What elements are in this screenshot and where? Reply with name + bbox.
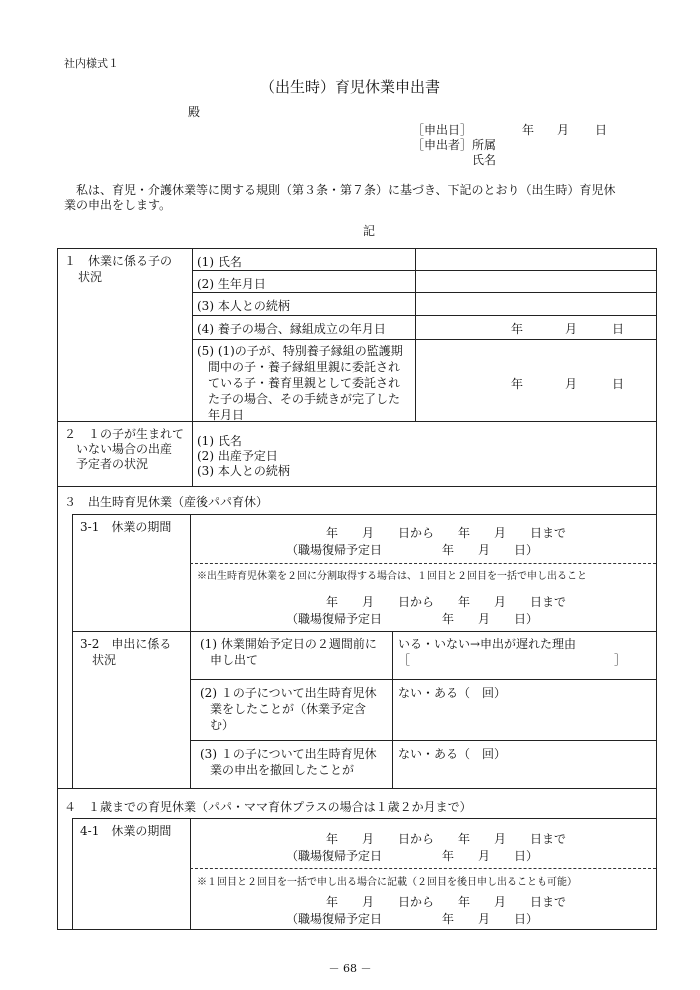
s3-period2-line2: （職場復帰予定日 年 月 日） bbox=[286, 612, 539, 626]
s1-r5-year: 年 bbox=[511, 377, 524, 391]
s4-head: ４ １歳までの育児休業（パパ・ママ育休プラスの場合は１歳２か月まで） bbox=[64, 800, 472, 814]
s4-period2-line1: 年 月 日から 年 月 日まで bbox=[326, 895, 567, 909]
s4-period1-line1: 年 月 日から 年 月 日まで bbox=[326, 832, 567, 846]
addressee: 殿 bbox=[188, 105, 201, 119]
s2-item-due-date: (2) 出産予定日 bbox=[197, 449, 278, 463]
s3-q2-l3: む） bbox=[210, 718, 235, 732]
page-title: （出生時）育児休業申出書 bbox=[259, 78, 440, 96]
s3-a2: ない・ある（ 回） bbox=[398, 686, 507, 700]
name-label: 氏名 bbox=[472, 153, 497, 167]
s3-status-label-l1: 3-2 申出に係る bbox=[80, 637, 172, 651]
s3-a1-reason-box: ［ ］ bbox=[398, 653, 627, 667]
form-id: 社内様式１ bbox=[64, 57, 119, 70]
date-day: 日 bbox=[595, 123, 608, 137]
s2-item-relation: (3) 本人との続柄 bbox=[197, 464, 290, 478]
s1-special-adoption-l2: 間中の子・養子縁組里親に委託され bbox=[208, 360, 401, 374]
s3-q3-l1: (3) １の子について出生時育児休 bbox=[200, 747, 377, 761]
s4-period2-line2: （職場復帰予定日 年 月 日） bbox=[286, 912, 539, 926]
s1-r5-day: 日 bbox=[612, 377, 625, 391]
s3-period1-line1: 年 月 日から 年 月 日まで bbox=[326, 526, 567, 540]
s3-split-note: ※出生時育児休業を２回に分割取得する場合は、１回目と２回目を一括で申し出ること bbox=[197, 571, 587, 582]
intro-line1: 私は、育児・介護休業等に関する規則（第３条・第７条）に基づき、下記のとおり（出生時）育児休 bbox=[76, 183, 616, 197]
s1-r4-year: 年 bbox=[511, 322, 524, 336]
s3-q2-l2: 業をしたことが（休業予定含 bbox=[210, 702, 367, 716]
s1-relation-label: (3) 本人との続柄 bbox=[197, 299, 290, 313]
s1-head: １ 休業に係る子の bbox=[64, 254, 173, 268]
s4-batch-note: ※１回目と２回目を一括で申し出る場合に記載（２回目を後日申し出ることも可能） bbox=[197, 877, 577, 888]
page-number: － 68 － bbox=[328, 962, 372, 975]
s2-item-name: (1) 氏名 bbox=[197, 434, 242, 448]
s3-q2-l1: (2) １の子について出生時育児休 bbox=[200, 686, 377, 700]
s1-r4-day: 日 bbox=[612, 322, 625, 336]
date-label: ［申出日］ bbox=[412, 123, 473, 137]
s1-special-adoption-l5: 年月日 bbox=[208, 408, 245, 422]
s1-r4-month: 月 bbox=[565, 322, 578, 336]
s2-head-l2: いない場合の出産 bbox=[76, 442, 173, 456]
s3-period1-line2: （職場復帰予定日 年 月 日） bbox=[286, 543, 539, 557]
s1-name-label: (1) 氏名 bbox=[197, 255, 242, 269]
s3-q1-l2: 申し出て bbox=[210, 653, 259, 667]
intro-line2: 業の申出をします。 bbox=[64, 198, 172, 212]
s1-r5-month: 月 bbox=[565, 377, 578, 391]
s3-period2-line1: 年 月 日から 年 月 日まで bbox=[326, 595, 567, 609]
s1-adoption-label: (4) 養子の場合、縁組成立の年月日 bbox=[197, 322, 386, 336]
date-month: 月 bbox=[557, 123, 570, 137]
s3-status-label-l2: 状況 bbox=[92, 653, 117, 667]
s2-head-l1: ２ １の子が生まれて bbox=[64, 427, 185, 441]
s2-head-l3: 予定者の状況 bbox=[76, 457, 149, 471]
s3-a3: ない・ある（ 回） bbox=[398, 747, 507, 761]
applicant-label: ［申出者］所属 bbox=[412, 138, 497, 152]
s3-a1-choice: いる・いない→申出が遅れた理由 bbox=[398, 637, 577, 651]
date-year: 年 bbox=[522, 123, 535, 137]
s1-head-2: 状況 bbox=[78, 270, 103, 284]
s1-special-adoption-l4: た子の場合、その手続きが完了した bbox=[208, 392, 401, 406]
s1-special-adoption-l3: ている子・養育里親として委託され bbox=[208, 376, 401, 390]
s1-special-adoption-l1: (5) (1)の子が、特別養子縁組の監護期 bbox=[197, 344, 403, 358]
s4-period-label: 4-1 休業の期間 bbox=[80, 824, 172, 838]
s3-head: ３ 出生時育児休業（産後パパ育休） bbox=[64, 495, 269, 509]
s3-period-label: 3-1 休業の期間 bbox=[80, 520, 172, 534]
s3-q1-l1: (1) 休業開始予定日の２週間前に bbox=[200, 637, 377, 651]
s3-q3-l2: 業の申出を撤回したことが bbox=[210, 763, 355, 777]
s4-period1-line2: （職場復帰予定日 年 月 日） bbox=[286, 849, 539, 863]
s1-birthdate-label: (2) 生年月日 bbox=[197, 277, 266, 291]
ki-label: 記 bbox=[363, 224, 376, 238]
